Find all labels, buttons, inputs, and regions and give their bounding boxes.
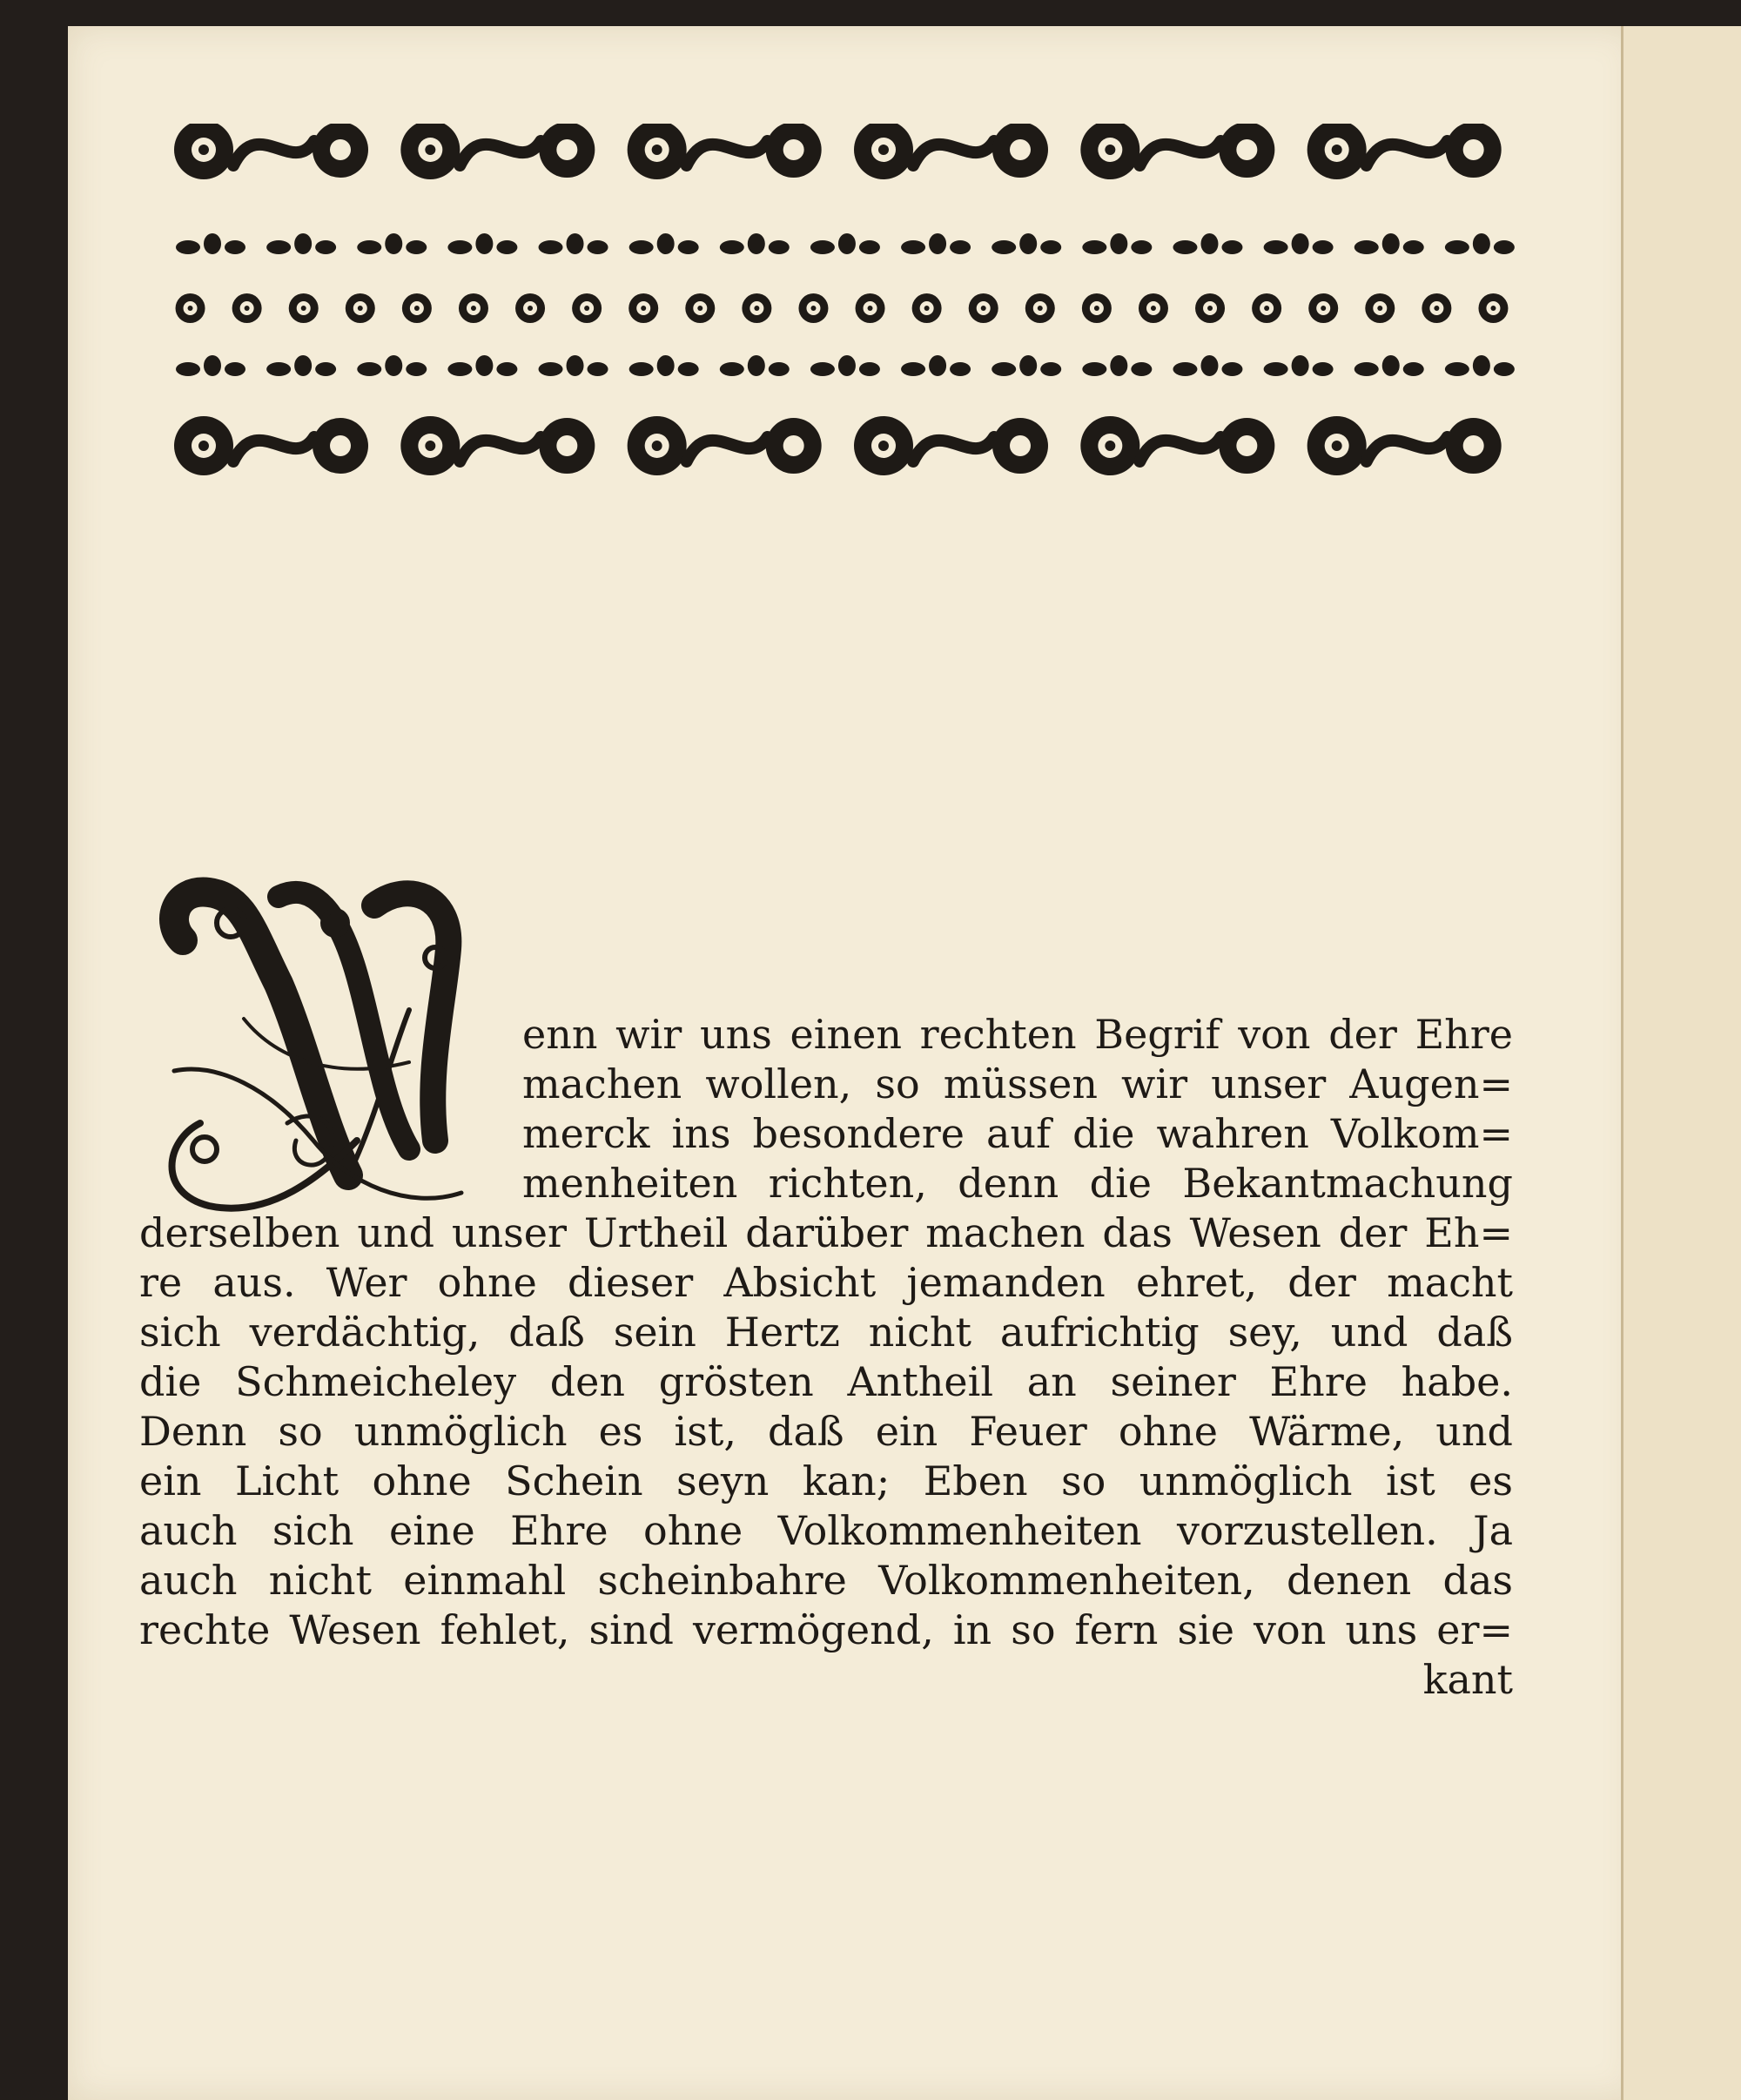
ornament-leaf-motif: [266, 233, 336, 254]
ornament-leaf-motif: [176, 355, 245, 376]
ornament-rosette-motif: [1252, 293, 1281, 323]
ornament-leaf-motif: [1264, 355, 1334, 376]
ornament-leaf-motif: [991, 233, 1061, 254]
ornament-leaf-motif: [1445, 233, 1515, 254]
ornament-leaf-motif: [447, 355, 517, 376]
ornament-rosette-motif: [1478, 293, 1508, 323]
ornament-leaf-motif: [1082, 233, 1152, 254]
ornament-large-motif: [400, 124, 595, 179]
ornament-large-motif: [174, 416, 368, 475]
text-line: sich verdächtig, daß sein Hertz nicht aufrichtig sey, und daß: [139, 1309, 1513, 1356]
ornament-leaf-motif: [1445, 355, 1515, 376]
catchword: kant: [1422, 1656, 1513, 1703]
ornament-rosette-motif: [912, 293, 942, 323]
ornament-rosette-motif: [459, 293, 488, 323]
ornament-leaf-motif: [1354, 355, 1424, 376]
ornament-leaf-motif: [539, 355, 608, 376]
text-line: machen wollen, so müssen wir unser Augen=: [522, 1060, 1513, 1107]
ornament-rosette-motif: [685, 293, 715, 323]
ornament-leaf-motif: [720, 233, 790, 254]
ornament-graphic: [162, 124, 1522, 507]
ornament-rosette-motif: [629, 293, 658, 323]
ornament-leaf-motif: [810, 233, 880, 254]
text-line: ein Licht ohne Schein seyn kan; Eben so unmöglich ist es: [139, 1457, 1513, 1504]
ornament-rosette-motif: [402, 293, 432, 323]
text-line: auch nicht einmahl scheinbahre Volkommenheiten, denen das: [139, 1557, 1513, 1604]
ornament-leaf-motif: [1082, 355, 1152, 376]
text-line: enn wir uns einen rechten Begrif von der Ehre: [522, 1011, 1513, 1058]
ornament-rosette-motif: [1082, 293, 1112, 323]
ornament-leaf-motif: [901, 233, 971, 254]
ornament-rosette-motif: [856, 293, 885, 323]
ornament-rosette-motif: [742, 293, 771, 323]
ornament-large-motif: [400, 416, 595, 475]
ornament-large-motif: [1307, 416, 1502, 475]
ornament-rosette-motif: [1422, 293, 1451, 323]
ornament-large-motif: [854, 124, 1048, 179]
text-line: Denn so unmöglich es ist, daß ein Feuer ohne Wärme, und: [139, 1408, 1513, 1455]
ornamental-header-band: [162, 124, 1522, 507]
ornament-leaf-motif: [810, 355, 880, 376]
ornament-large-motif: [1307, 124, 1502, 179]
ornament-rosette-motif: [1025, 293, 1055, 323]
text-line: auch sich eine Ehre ohne Volkommenheiten vorzustellen. Ja: [139, 1507, 1513, 1554]
ornament-rosette-motif: [515, 293, 545, 323]
ornament-leaf-motif: [1264, 233, 1334, 254]
ornament-large-motif: [628, 416, 822, 475]
ornament-leaf-motif: [539, 233, 608, 254]
ornament-leaf-motif: [1354, 233, 1424, 254]
ornament-leaf-motif: [357, 355, 427, 376]
ornament-large-motif: [1080, 416, 1274, 475]
ornament-leaf-motif: [901, 355, 971, 376]
ornament-leaf-motif: [1173, 233, 1242, 254]
ornament-leaf-motif: [991, 355, 1061, 376]
text-line: derselben und unser Urtheil darüber machen das Wesen der Eh=: [139, 1209, 1513, 1256]
text-line: die Schmeicheley den grösten Antheil an seiner Ehre habe.: [139, 1358, 1513, 1405]
ornament-rosette-motif: [1195, 293, 1225, 323]
ornament-rosette-motif: [176, 293, 205, 323]
text-line: rechte Wesen fehlet, sind vermögend, in so fern sie von uns er=: [139, 1606, 1513, 1653]
ornament-leaf-motif: [357, 233, 427, 254]
ornament-large-motif: [628, 124, 822, 179]
ornament-leaf-motif: [629, 233, 699, 254]
ornament-large-motif: [1080, 124, 1274, 179]
ornament-rosette-motif: [969, 293, 998, 323]
ornament-large-motif: [854, 416, 1048, 475]
ornament-rosette-motif: [346, 293, 375, 323]
ornament-rosette-motif: [1365, 293, 1395, 323]
text-line: merck ins besondere auf die wahren Volkom=: [522, 1110, 1513, 1157]
ornament-rosette-motif: [1139, 293, 1168, 323]
ornament-rosette-motif: [289, 293, 319, 323]
ornament-rosette-motif: [798, 293, 828, 323]
ornament-leaf-motif: [720, 355, 790, 376]
text-line: menheiten richten, denn die Bekantmachung: [522, 1160, 1513, 1207]
next-page-edge: [1621, 26, 1741, 2100]
ornament-leaf-motif: [266, 355, 336, 376]
ornament-leaf-motif: [1173, 355, 1242, 376]
ornament-rosette-motif: [1308, 293, 1338, 323]
ornament-leaf-motif: [629, 355, 699, 376]
ornament-rosette-motif: [232, 293, 262, 323]
ornament-large-motif: [174, 124, 368, 179]
body-text: [139, 1010, 1513, 1705]
text-line: re aus. Wer ohne dieser Absicht jemanden ehret, der macht: [139, 1259, 1513, 1306]
ornament-leaf-motif: [447, 233, 517, 254]
ornament-leaf-motif: [176, 233, 245, 254]
ornament-rosette-motif: [572, 293, 602, 323]
